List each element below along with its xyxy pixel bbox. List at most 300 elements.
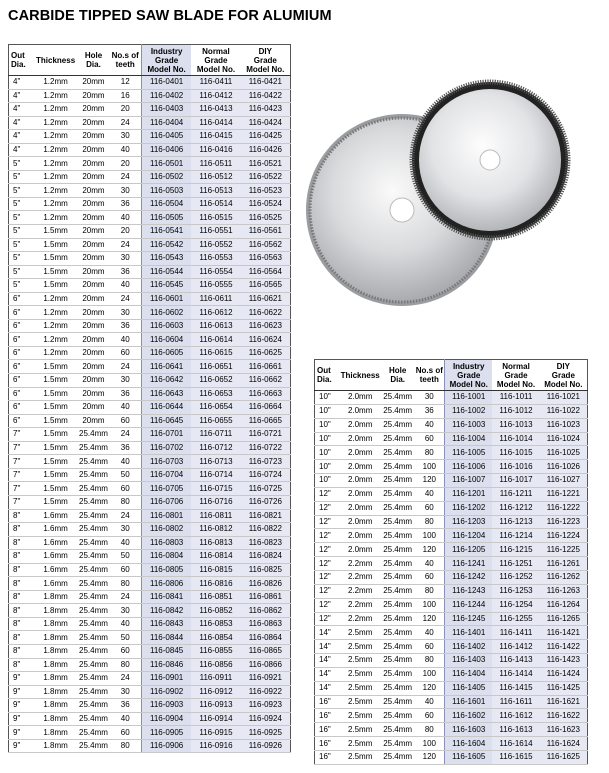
teeth-cell: 50 bbox=[109, 550, 141, 564]
table-row bbox=[9, 89, 291, 103]
table-row bbox=[9, 346, 291, 360]
out-dia-cell: 7" bbox=[9, 482, 34, 496]
industry-model-cell: 116-1203 bbox=[445, 515, 493, 529]
industry-model-cell: 116-0601 bbox=[141, 292, 191, 306]
table-row bbox=[9, 468, 291, 482]
teeth-cell: 30 bbox=[109, 306, 141, 320]
teeth-cell: 40 bbox=[109, 279, 141, 293]
out-dia-cell: 16" bbox=[315, 695, 340, 709]
thickness-cell: 1.2mm bbox=[34, 346, 78, 360]
normal-model-cell: 116-0512 bbox=[191, 170, 240, 184]
out-dia-cell: 8" bbox=[9, 590, 34, 604]
hole-dia-cell: 20mm bbox=[78, 265, 110, 279]
table-row bbox=[9, 495, 291, 509]
table-row bbox=[9, 130, 291, 144]
normal-model-cell: 116-1012 bbox=[492, 404, 539, 418]
industry-model-cell: 116-0543 bbox=[141, 252, 191, 266]
table-row bbox=[9, 726, 291, 740]
thickness-cell: 1.8mm bbox=[34, 712, 78, 726]
table-row bbox=[315, 418, 588, 432]
teeth-cell: 36 bbox=[415, 404, 445, 418]
table-row bbox=[9, 103, 291, 117]
industry-model-cell: 116-0643 bbox=[141, 387, 191, 401]
table-row bbox=[9, 577, 291, 591]
industry-model-cell: 116-0806 bbox=[141, 577, 191, 591]
thickness-cell: 1.8mm bbox=[34, 604, 78, 618]
thickness-cell: 2.0mm bbox=[340, 404, 381, 418]
teeth-cell: 36 bbox=[109, 197, 141, 211]
hole-dia-cell: 25.4mm bbox=[381, 667, 415, 681]
thickness-cell: 2.2mm bbox=[340, 570, 381, 584]
out-dia-cell: 12" bbox=[315, 612, 340, 626]
thickness-cell: 1.8mm bbox=[34, 739, 78, 753]
hole-dia-cell: 20mm bbox=[78, 116, 110, 130]
thickness-cell: 1.2mm bbox=[34, 184, 78, 198]
table-row bbox=[315, 612, 588, 626]
teeth-cell: 60 bbox=[109, 726, 141, 740]
thickness-cell: 2.2mm bbox=[340, 598, 381, 612]
normal-model-cell: 116-0613 bbox=[191, 319, 240, 333]
teeth-cell: 60 bbox=[415, 570, 445, 584]
table-row bbox=[315, 446, 588, 460]
hole-dia-cell: 25.4mm bbox=[78, 563, 110, 577]
industry-model-cell: 116-0644 bbox=[141, 401, 191, 415]
out-dia-cell: 8" bbox=[9, 604, 34, 618]
thickness-cell: 2.5mm bbox=[340, 737, 381, 751]
table-row bbox=[9, 672, 291, 686]
industry-model-cell: 116-0703 bbox=[141, 455, 191, 469]
table-row bbox=[315, 515, 588, 529]
teeth-cell: 80 bbox=[109, 577, 141, 591]
normal-model-cell: 116-1255 bbox=[492, 612, 539, 626]
out-dia-cell: 16" bbox=[315, 750, 340, 764]
hole-dia-cell: 20mm bbox=[78, 238, 110, 252]
industry-model-cell: 116-0501 bbox=[141, 157, 191, 171]
normal-model-cell: 116-0615 bbox=[191, 346, 240, 360]
hole-dia-cell: 25.4mm bbox=[78, 644, 110, 658]
diy-model-cell: 116-1026 bbox=[540, 460, 588, 474]
teeth-cell: 40 bbox=[109, 455, 141, 469]
thickness-cell: 1.5mm bbox=[34, 265, 78, 279]
hole-dia-cell: 25.4mm bbox=[78, 482, 110, 496]
saw-blade-table-large bbox=[314, 359, 588, 765]
normal-model-cell: 116-1014 bbox=[492, 432, 539, 446]
normal-model-cell: 116-1615 bbox=[492, 750, 539, 764]
table-row bbox=[315, 723, 588, 737]
diy-model-cell: 116-1025 bbox=[540, 446, 588, 460]
normal-model-cell: 116-1613 bbox=[492, 723, 539, 737]
out-dia-cell: 12" bbox=[315, 515, 340, 529]
diy-model-cell: 116-0425 bbox=[241, 130, 291, 144]
table-row bbox=[9, 604, 291, 618]
industry-model-cell: 116-0402 bbox=[141, 89, 191, 103]
thickness-cell: 1.8mm bbox=[34, 590, 78, 604]
normal-model-cell: 116-0653 bbox=[191, 387, 240, 401]
diy-model-cell: 116-1625 bbox=[540, 750, 588, 764]
teeth-cell: 36 bbox=[109, 387, 141, 401]
table-row bbox=[9, 414, 291, 428]
hole-dia-cell: 25.4mm bbox=[381, 750, 415, 764]
thickness-cell: 1.2mm bbox=[34, 130, 78, 144]
out-dia-cell: 10" bbox=[315, 460, 340, 474]
hole-dia-cell: 25.4mm bbox=[381, 543, 415, 557]
out-dia-cell: 4" bbox=[9, 130, 34, 144]
normal-model-cell: 116-0854 bbox=[191, 631, 240, 645]
normal-model-cell: 116-1251 bbox=[492, 557, 539, 571]
table-row bbox=[315, 404, 588, 418]
out-dia-cell: 6" bbox=[9, 306, 34, 320]
header-diy-grade: DIY Grade Model No. bbox=[241, 45, 291, 76]
diy-model-cell: 116-1624 bbox=[540, 737, 588, 751]
out-dia-cell: 10" bbox=[315, 446, 340, 460]
hole-dia-cell: 25.4mm bbox=[381, 584, 415, 598]
hole-dia-cell: 20mm bbox=[78, 103, 110, 117]
diy-model-cell: 116-0565 bbox=[241, 279, 291, 293]
out-dia-cell: 5" bbox=[9, 279, 34, 293]
thickness-cell: 1.6mm bbox=[34, 577, 78, 591]
out-dia-cell: 14" bbox=[315, 667, 340, 681]
teeth-cell: 60 bbox=[109, 414, 141, 428]
thickness-cell: 1.5mm bbox=[34, 428, 78, 442]
hole-dia-cell: 25.4mm bbox=[381, 723, 415, 737]
hole-dia-cell: 25.4mm bbox=[78, 577, 110, 591]
hole-dia-cell: 25.4mm bbox=[78, 685, 110, 699]
table-row bbox=[315, 640, 588, 654]
out-dia-cell: 9" bbox=[9, 726, 34, 740]
out-dia-cell: 12" bbox=[315, 487, 340, 501]
out-dia-cell: 12" bbox=[315, 570, 340, 584]
hole-dia-cell: 25.4mm bbox=[381, 391, 415, 405]
thickness-cell: 2.0mm bbox=[340, 501, 381, 515]
hole-dia-cell: 25.4mm bbox=[381, 529, 415, 543]
thickness-cell: 1.8mm bbox=[34, 658, 78, 672]
out-dia-cell: 6" bbox=[9, 333, 34, 347]
hole-dia-cell: 20mm bbox=[78, 292, 110, 306]
hole-dia-cell: 25.4mm bbox=[78, 441, 110, 455]
header-industry-grade: Industry Grade Model No. bbox=[141, 45, 191, 76]
diy-model-cell: 116-0725 bbox=[241, 482, 291, 496]
header-thickness: Thickness bbox=[340, 360, 381, 391]
diy-model-cell: 116-1421 bbox=[540, 626, 588, 640]
industry-model-cell: 116-0645 bbox=[141, 414, 191, 428]
thickness-cell: 1.5mm bbox=[34, 360, 78, 374]
normal-model-cell: 116-1252 bbox=[492, 570, 539, 584]
diy-model-cell: 116-0925 bbox=[241, 726, 291, 740]
normal-model-cell: 116-0912 bbox=[191, 685, 240, 699]
thickness-cell: 2.5mm bbox=[340, 709, 381, 723]
out-dia-cell: 12" bbox=[315, 598, 340, 612]
table-row bbox=[9, 658, 291, 672]
out-dia-cell: 10" bbox=[315, 404, 340, 418]
out-dia-cell: 4" bbox=[9, 76, 34, 90]
diy-model-cell: 116-0563 bbox=[241, 252, 291, 266]
hole-dia-cell: 25.4mm bbox=[78, 739, 110, 753]
normal-model-cell: 116-0815 bbox=[191, 563, 240, 577]
industry-model-cell: 116-1005 bbox=[445, 446, 493, 460]
teeth-cell: 100 bbox=[415, 529, 445, 543]
diy-model-cell: 116-1265 bbox=[540, 612, 588, 626]
hole-dia-cell: 25.4mm bbox=[381, 598, 415, 612]
diy-model-cell: 116-0921 bbox=[241, 672, 291, 686]
normal-model-cell: 116-1211 bbox=[492, 487, 539, 501]
hole-dia-cell: 25.4mm bbox=[381, 737, 415, 751]
thickness-cell: 2.0mm bbox=[340, 391, 381, 405]
teeth-cell: 80 bbox=[415, 654, 445, 668]
teeth-cell: 24 bbox=[109, 428, 141, 442]
industry-model-cell: 116-0705 bbox=[141, 482, 191, 496]
normal-model-cell: 116-0814 bbox=[191, 550, 240, 564]
table-row bbox=[9, 157, 291, 171]
table-row bbox=[9, 143, 291, 157]
diy-model-cell: 116-0423 bbox=[241, 103, 291, 117]
teeth-cell: 20 bbox=[109, 157, 141, 171]
diy-model-cell: 116-0664 bbox=[241, 401, 291, 415]
table-row bbox=[315, 709, 588, 723]
thickness-cell: 1.2mm bbox=[34, 197, 78, 211]
normal-model-cell: 116-0611 bbox=[191, 292, 240, 306]
industry-model-cell: 116-0902 bbox=[141, 685, 191, 699]
teeth-cell: 120 bbox=[415, 681, 445, 695]
thickness-cell: 2.5mm bbox=[340, 681, 381, 695]
out-dia-cell: 4" bbox=[9, 116, 34, 130]
normal-model-cell: 116-0551 bbox=[191, 225, 240, 239]
thickness-cell: 2.2mm bbox=[340, 557, 381, 571]
diy-model-cell: 116-0723 bbox=[241, 455, 291, 469]
hole-dia-cell: 25.4mm bbox=[78, 672, 110, 686]
teeth-cell: 60 bbox=[415, 709, 445, 723]
teeth-cell: 80 bbox=[109, 739, 141, 753]
industry-model-cell: 116-0503 bbox=[141, 184, 191, 198]
thickness-cell: 2.0mm bbox=[340, 418, 381, 432]
out-dia-cell: 9" bbox=[9, 699, 34, 713]
diy-model-cell: 116-1021 bbox=[540, 391, 588, 405]
normal-model-cell: 116-0916 bbox=[191, 739, 240, 753]
hole-dia-cell: 25.4mm bbox=[381, 681, 415, 695]
thickness-cell: 1.8mm bbox=[34, 699, 78, 713]
teeth-cell: 12 bbox=[109, 76, 141, 90]
table-row bbox=[9, 184, 291, 198]
thickness-cell: 1.5mm bbox=[34, 401, 78, 415]
diy-model-cell: 116-0525 bbox=[241, 211, 291, 225]
industry-model-cell: 116-0641 bbox=[141, 360, 191, 374]
thickness-cell: 1.5mm bbox=[34, 468, 78, 482]
thickness-cell: 1.2mm bbox=[34, 116, 78, 130]
industry-model-cell: 116-0804 bbox=[141, 550, 191, 564]
normal-model-cell: 116-0715 bbox=[191, 482, 240, 496]
thickness-cell: 1.2mm bbox=[34, 319, 78, 333]
teeth-cell: 24 bbox=[109, 238, 141, 252]
out-dia-cell: 8" bbox=[9, 577, 34, 591]
hole-dia-cell: 25.4mm bbox=[78, 550, 110, 564]
normal-model-cell: 116-0513 bbox=[191, 184, 240, 198]
thickness-cell: 2.0mm bbox=[340, 446, 381, 460]
diy-model-cell: 116-0421 bbox=[241, 76, 291, 90]
table-row bbox=[9, 374, 291, 388]
normal-model-cell: 116-0911 bbox=[191, 672, 240, 686]
saw-blades-image bbox=[300, 60, 600, 350]
teeth-cell: 60 bbox=[109, 563, 141, 577]
diy-model-cell: 116-0621 bbox=[241, 292, 291, 306]
hole-dia-cell: 25.4mm bbox=[381, 501, 415, 515]
diy-model-cell: 116-1224 bbox=[540, 529, 588, 543]
hole-dia-cell: 25.4mm bbox=[78, 726, 110, 740]
table-row bbox=[9, 455, 291, 469]
out-dia-cell: 7" bbox=[9, 495, 34, 509]
thickness-cell: 2.0mm bbox=[340, 529, 381, 543]
table-row bbox=[9, 644, 291, 658]
teeth-cell: 80 bbox=[415, 446, 445, 460]
table-row bbox=[315, 626, 588, 640]
out-dia-cell: 8" bbox=[9, 509, 34, 523]
diy-model-cell: 116-0926 bbox=[241, 739, 291, 753]
teeth-cell: 36 bbox=[109, 699, 141, 713]
out-dia-cell: 8" bbox=[9, 644, 34, 658]
table-row bbox=[315, 570, 588, 584]
table-row bbox=[9, 550, 291, 564]
diy-model-cell: 116-0824 bbox=[241, 550, 291, 564]
diy-model-cell: 116-1221 bbox=[540, 487, 588, 501]
teeth-cell: 30 bbox=[109, 252, 141, 266]
industry-model-cell: 116-0905 bbox=[141, 726, 191, 740]
thickness-cell: 1.5mm bbox=[34, 414, 78, 428]
thickness-cell: 1.2mm bbox=[34, 211, 78, 225]
diy-model-cell: 116-1424 bbox=[540, 667, 588, 681]
out-dia-cell: 8" bbox=[9, 536, 34, 550]
out-dia-cell: 5" bbox=[9, 157, 34, 171]
normal-model-cell: 116-0851 bbox=[191, 590, 240, 604]
teeth-cell: 40 bbox=[109, 211, 141, 225]
out-dia-cell: 16" bbox=[315, 737, 340, 751]
diy-model-cell: 116-1222 bbox=[540, 501, 588, 515]
thickness-cell: 1.2mm bbox=[34, 89, 78, 103]
out-dia-cell: 8" bbox=[9, 523, 34, 537]
diy-model-cell: 116-0521 bbox=[241, 157, 291, 171]
thickness-cell: 1.2mm bbox=[34, 306, 78, 320]
normal-model-cell: 116-0414 bbox=[191, 116, 240, 130]
out-dia-cell: 5" bbox=[9, 252, 34, 266]
thickness-cell: 1.5mm bbox=[34, 495, 78, 509]
teeth-cell: 40 bbox=[415, 626, 445, 640]
header-out-dia: Out Dia. bbox=[315, 360, 340, 391]
diy-model-cell: 116-1623 bbox=[540, 723, 588, 737]
normal-model-cell: 116-0853 bbox=[191, 617, 240, 631]
header-out-dia: Out Dia. bbox=[9, 45, 34, 76]
industry-model-cell: 116-0405 bbox=[141, 130, 191, 144]
diy-model-cell: 116-0561 bbox=[241, 225, 291, 239]
thickness-cell: 2.5mm bbox=[340, 695, 381, 709]
industry-model-cell: 116-0901 bbox=[141, 672, 191, 686]
hole-dia-cell: 25.4mm bbox=[381, 404, 415, 418]
teeth-cell: 40 bbox=[415, 418, 445, 432]
teeth-cell: 100 bbox=[415, 598, 445, 612]
industry-model-cell: 116-0801 bbox=[141, 509, 191, 523]
out-dia-cell: 6" bbox=[9, 387, 34, 401]
out-dia-cell: 6" bbox=[9, 292, 34, 306]
diy-model-cell: 116-1423 bbox=[540, 654, 588, 668]
table-header-row bbox=[315, 360, 588, 391]
hole-dia-cell: 20mm bbox=[78, 170, 110, 184]
industry-model-cell: 116-1405 bbox=[445, 681, 493, 695]
normal-model-cell: 116-0711 bbox=[191, 428, 240, 442]
diy-model-cell: 116-0624 bbox=[241, 333, 291, 347]
table-row bbox=[9, 225, 291, 239]
out-dia-cell: 16" bbox=[315, 723, 340, 737]
normal-model-cell: 116-0811 bbox=[191, 509, 240, 523]
teeth-cell: 120 bbox=[415, 750, 445, 764]
hole-dia-cell: 25.4mm bbox=[381, 487, 415, 501]
front-saw-blade bbox=[412, 82, 568, 238]
hole-dia-cell: 25.4mm bbox=[78, 712, 110, 726]
industry-model-cell: 116-1205 bbox=[445, 543, 493, 557]
normal-model-cell: 116-0413 bbox=[191, 103, 240, 117]
industry-model-cell: 116-0502 bbox=[141, 170, 191, 184]
out-dia-cell: 7" bbox=[9, 468, 34, 482]
out-dia-cell: 8" bbox=[9, 563, 34, 577]
industry-model-cell: 116-1204 bbox=[445, 529, 493, 543]
out-dia-cell: 7" bbox=[9, 441, 34, 455]
teeth-cell: 36 bbox=[109, 319, 141, 333]
teeth-cell: 60 bbox=[109, 482, 141, 496]
industry-model-cell: 116-0403 bbox=[141, 103, 191, 117]
industry-model-cell: 116-0702 bbox=[141, 441, 191, 455]
thickness-cell: 2.5mm bbox=[340, 750, 381, 764]
normal-model-cell: 116-1013 bbox=[492, 418, 539, 432]
table-row bbox=[315, 557, 588, 571]
thickness-cell: 2.2mm bbox=[340, 612, 381, 626]
diy-model-cell: 116-1223 bbox=[540, 515, 588, 529]
industry-model-cell: 116-1243 bbox=[445, 584, 493, 598]
diy-model-cell: 116-0922 bbox=[241, 685, 291, 699]
out-dia-cell: 9" bbox=[9, 672, 34, 686]
thickness-cell: 1.2mm bbox=[34, 103, 78, 117]
hole-dia-cell: 25.4mm bbox=[78, 536, 110, 550]
table-row bbox=[9, 116, 291, 130]
out-dia-cell: 4" bbox=[9, 103, 34, 117]
out-dia-cell: 5" bbox=[9, 197, 34, 211]
normal-model-cell: 116-1254 bbox=[492, 598, 539, 612]
diy-model-cell: 116-0422 bbox=[241, 89, 291, 103]
hole-dia-cell: 25.4mm bbox=[381, 418, 415, 432]
normal-model-cell: 116-0614 bbox=[191, 333, 240, 347]
normal-model-cell: 116-0412 bbox=[191, 89, 240, 103]
thickness-cell: 2.0mm bbox=[340, 432, 381, 446]
thickness-cell: 2.0mm bbox=[340, 474, 381, 488]
table-row bbox=[9, 428, 291, 442]
normal-model-cell: 116-1611 bbox=[492, 695, 539, 709]
diy-model-cell: 116-0822 bbox=[241, 523, 291, 537]
teeth-cell: 120 bbox=[415, 612, 445, 626]
normal-model-cell: 116-1411 bbox=[492, 626, 539, 640]
industry-model-cell: 116-0701 bbox=[141, 428, 191, 442]
hole-dia-cell: 25.4mm bbox=[78, 590, 110, 604]
teeth-cell: 40 bbox=[109, 536, 141, 550]
diy-model-cell: 116-0623 bbox=[241, 319, 291, 333]
teeth-cell: 24 bbox=[109, 292, 141, 306]
table-row bbox=[315, 543, 588, 557]
thickness-cell: 1.2mm bbox=[34, 157, 78, 171]
teeth-cell: 40 bbox=[109, 143, 141, 157]
normal-model-cell: 116-0416 bbox=[191, 143, 240, 157]
diy-model-cell: 116-1261 bbox=[540, 557, 588, 571]
normal-model-cell: 116-0514 bbox=[191, 197, 240, 211]
thickness-cell: 2.0mm bbox=[340, 515, 381, 529]
table-row bbox=[9, 360, 291, 374]
hole-dia-cell: 25.4mm bbox=[78, 495, 110, 509]
table-row bbox=[9, 238, 291, 252]
table-row bbox=[315, 681, 588, 695]
teeth-cell: 50 bbox=[109, 631, 141, 645]
header-teeth: No.s of teeth bbox=[415, 360, 445, 391]
